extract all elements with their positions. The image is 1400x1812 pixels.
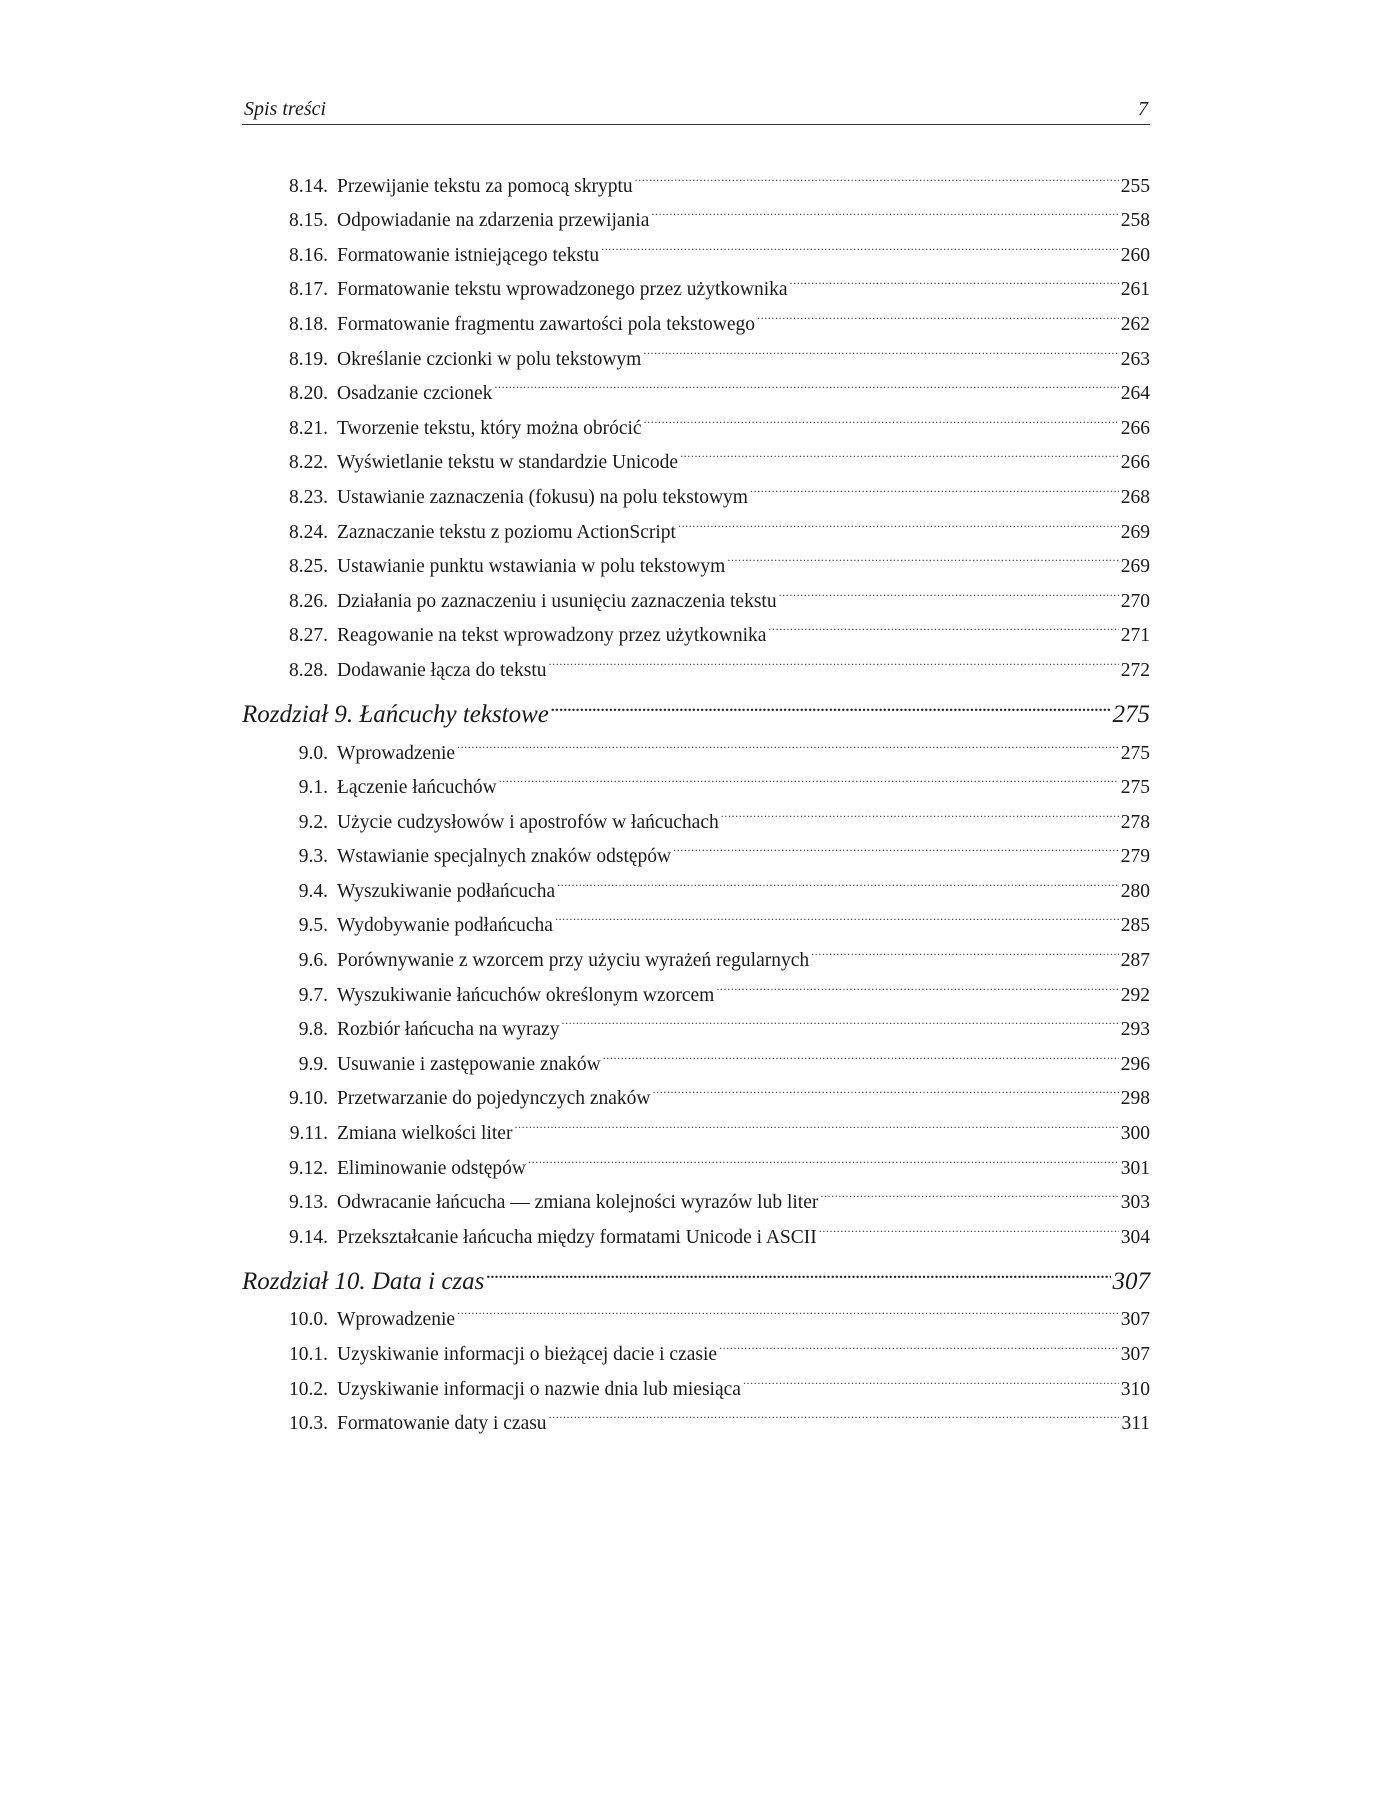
entry-title: Odwracanie łańcucha — zmiana kolejności wyrazów lub liter <box>337 1192 819 1214</box>
entry-title: Przekształcanie łańcucha między formatami Unicode i ASCII <box>337 1226 817 1248</box>
table-of-contents <box>242 157 1150 1435</box>
entry-title: Wstawianie specjalnych znaków odstępów <box>337 846 672 868</box>
entry-title: Formatowanie tekstu wprowadzonego przez użytkownika <box>337 279 788 301</box>
entry-page: 262 <box>1120 313 1150 335</box>
dot-leader <box>716 966 1118 1001</box>
entry-number: 8.21. <box>289 417 328 439</box>
entry-page: 275 <box>1120 742 1150 764</box>
dot-leader <box>486 1257 1110 1289</box>
dot-leader <box>680 434 1119 469</box>
entry-number: 9.4. <box>298 880 328 902</box>
dot-leader <box>635 157 1119 192</box>
entry-number: 8.27. <box>289 625 328 647</box>
dot-leader <box>549 641 1119 676</box>
entry-page: 307 <box>1120 1344 1150 1365</box>
dot-leader <box>673 828 1119 863</box>
chapter-9-entries <box>242 724 1150 1248</box>
entry-page: 304 <box>1120 1226 1150 1248</box>
entry-title: Rozbiór łańcucha na wyrazy <box>337 1019 560 1041</box>
entry-page: 280 <box>1120 880 1150 902</box>
entry-number: 9.8. <box>298 1019 328 1041</box>
entry-title: Porównywanie z wzorcem przy użyciu wyrażeń regularnych <box>337 950 810 972</box>
entry-title: Reagowanie na tekst wprowadzony przez użytkownika <box>337 625 767 647</box>
entry-page: 269 <box>1120 521 1150 543</box>
dot-leader <box>719 1325 1119 1360</box>
header-title: Spis treści <box>244 98 327 120</box>
dot-leader <box>603 1035 1119 1070</box>
entry-page: 292 <box>1120 984 1150 1006</box>
entry-page: 260 <box>1120 244 1150 266</box>
chapter-page: 275 <box>1112 700 1150 728</box>
section-8-entries <box>242 157 1150 681</box>
entry-number: 9.10. <box>289 1088 328 1110</box>
entry-title: Wyświetlanie tekstu w standardzie Unicode <box>337 452 679 474</box>
entry-page: 266 <box>1120 452 1150 474</box>
entry-title: Określanie czcionki w polu tekstowym <box>337 348 642 370</box>
entry-page: 264 <box>1120 383 1150 405</box>
dot-leader <box>653 1070 1119 1105</box>
entry-number: 8.19. <box>289 348 328 370</box>
dot-leader <box>555 897 1119 932</box>
dot-leader <box>562 1001 1119 1036</box>
dot-leader <box>549 1395 1120 1430</box>
entry-page: 255 <box>1120 175 1150 197</box>
dot-leader <box>457 1291 1119 1326</box>
entry-page: 307 <box>1120 1309 1150 1331</box>
entry-number: 8.24. <box>289 521 328 543</box>
entry-number: 9.0. <box>298 742 328 764</box>
entry-title: Dodawanie łącza do tekstu <box>337 659 547 681</box>
entry-page: 270 <box>1120 590 1150 612</box>
entry-number: 9.5. <box>298 915 328 937</box>
chapter-title: Rozdział 10. Data i czas <box>242 1267 485 1295</box>
dot-leader <box>727 538 1118 573</box>
entry-title: Przewijanie tekstu za pomocą skryptu <box>337 175 633 197</box>
entry-number: 9.2. <box>298 811 328 833</box>
entry-page: 261 <box>1120 279 1150 301</box>
entry-title: Wyszukiwanie łańcuchów określonym wzorcem <box>337 984 715 1006</box>
entry-title: Formatowanie daty i czasu <box>337 1413 547 1435</box>
entry-number: 9.13. <box>289 1192 328 1214</box>
dot-leader <box>644 399 1119 434</box>
entry-title: Wprowadzenie <box>337 1309 456 1331</box>
dot-leader <box>651 192 1118 227</box>
entry-number: 8.23. <box>289 486 328 508</box>
dot-leader <box>643 330 1118 365</box>
dot-leader <box>494 365 1118 400</box>
dot-leader <box>601 226 1119 261</box>
dot-leader <box>678 503 1119 538</box>
dot-leader <box>457 724 1119 759</box>
entry-title: Formatowanie fragmentu zawartości pola tekstowego <box>337 313 756 335</box>
entry-number: 9.3. <box>298 846 328 868</box>
entry-title: Wprowadzenie <box>337 742 456 764</box>
chapter-page: 307 <box>1112 1267 1150 1295</box>
dot-leader <box>557 862 1119 897</box>
dot-leader <box>811 931 1119 966</box>
entry-number: 8.22. <box>289 452 328 474</box>
entry-number: 9.7. <box>298 984 328 1006</box>
entry-title: Użycie cudzysłowów i apostrofów w łańcuchach <box>337 811 719 833</box>
entry-page: 287 <box>1120 950 1150 972</box>
dot-leader <box>721 793 1119 828</box>
toc-entry[interactable] <box>242 157 1150 197</box>
entry-title: Odpowiadanie na zdarzenia przewijania <box>337 210 650 232</box>
entry-number: 10.2. <box>289 1378 328 1400</box>
entry-page: 266 <box>1120 417 1150 439</box>
entry-number: 8.16. <box>289 244 328 266</box>
entry-title: Zaznaczanie tekstu z poziomu ActionScript <box>337 521 676 543</box>
dot-leader <box>768 607 1118 642</box>
entry-number: 9.14. <box>289 1226 328 1248</box>
entry-page: 293 <box>1120 1019 1150 1041</box>
entry-page: 263 <box>1120 348 1150 370</box>
entry-page: 303 <box>1120 1192 1150 1214</box>
entry-number: 9.1. <box>298 777 328 799</box>
dot-leader <box>743 1360 1119 1395</box>
entry-number: 10.3. <box>289 1413 328 1435</box>
entry-page: 311 <box>1121 1413 1150 1435</box>
chapter-9-heading[interactable] <box>242 690 1150 728</box>
entry-number: 8.28. <box>289 659 328 681</box>
entry-title: Tworzenie tekstu, który można obrócić <box>337 417 642 439</box>
dot-leader <box>750 468 1119 503</box>
entry-number: 8.15. <box>289 210 328 232</box>
entry-page: 298 <box>1120 1088 1150 1110</box>
entry-number: 10.1. <box>289 1344 328 1365</box>
entry-number: 9.6. <box>298 950 328 972</box>
entry-page: 272 <box>1120 659 1150 681</box>
entry-title: Uzyskiwanie informacji o bieżącej dacie i czasie <box>337 1344 718 1365</box>
dot-leader <box>790 261 1119 296</box>
entry-title: Łączenie łańcuchów <box>337 777 497 799</box>
entry-page: 279 <box>1120 846 1150 868</box>
entry-title: Wydobywanie podłańcucha <box>337 915 553 937</box>
dot-leader <box>819 1208 1119 1243</box>
entry-title: Uzyskiwanie informacji o nazwie dnia lub miesiąca <box>337 1378 741 1400</box>
entry-page: 268 <box>1120 486 1150 508</box>
chapter-title: Rozdział 9. Łańcuchy tekstowe <box>242 700 549 728</box>
dot-leader <box>499 759 1119 794</box>
header-page-number: 7 <box>1138 98 1148 120</box>
dot-leader <box>514 1104 1118 1139</box>
entry-page: 296 <box>1120 1053 1150 1075</box>
entry-number: 8.18. <box>289 313 328 335</box>
entry-number: 8.26. <box>289 590 328 612</box>
dot-leader <box>551 690 1111 722</box>
entry-title: Ustawianie punktu wstawiania w polu tekstowym <box>337 556 726 578</box>
entry-page: 271 <box>1120 625 1150 647</box>
entry-number: 8.20. <box>289 383 328 405</box>
entry-title: Zmiana wielkości liter <box>337 1123 513 1145</box>
entry-title: Formatowanie istniejącego tekstu <box>337 244 600 266</box>
entry-title: Przetwarzanie do pojedynczych znaków <box>337 1088 651 1110</box>
entry-title: Usuwanie i zastępowanie znaków <box>337 1053 601 1075</box>
entry-number: 8.14. <box>289 175 328 197</box>
entry-page: 278 <box>1120 811 1150 833</box>
entry-page: 301 <box>1120 1157 1150 1179</box>
dot-leader <box>757 295 1119 330</box>
entry-number: 9.11. <box>289 1123 328 1145</box>
chapter-10-heading[interactable] <box>242 1257 1150 1295</box>
entry-number: 9.9. <box>298 1053 328 1075</box>
entry-page: 300 <box>1120 1123 1150 1145</box>
entry-title: Osadzanie czcionek <box>337 383 493 405</box>
entry-page: 258 <box>1120 210 1150 232</box>
dot-leader <box>820 1174 1118 1209</box>
entry-number: 8.25. <box>289 556 328 578</box>
entry-page: 269 <box>1120 556 1150 578</box>
dot-leader <box>779 572 1119 607</box>
entry-title: Wyszukiwanie podłańcucha <box>337 880 556 902</box>
entry-page: 275 <box>1120 777 1150 799</box>
entry-number: 10.0. <box>289 1309 328 1331</box>
running-header <box>242 98 1150 125</box>
entry-title: Działania po zaznaczeniu i usunięciu zaznaczenia tekstu <box>337 590 777 612</box>
entry-number: 9.12. <box>289 1157 328 1179</box>
chapter-10-entries <box>242 1291 1150 1435</box>
entry-number: 8.17. <box>289 279 328 301</box>
entry-title: Ustawianie zaznaczenia (fokusu) na polu tekstowym <box>337 486 748 508</box>
entry-page: 285 <box>1120 915 1150 937</box>
dot-leader <box>528 1139 1119 1174</box>
entry-page: 310 <box>1120 1378 1150 1400</box>
entry-title: Eliminowanie odstępów <box>337 1157 527 1179</box>
